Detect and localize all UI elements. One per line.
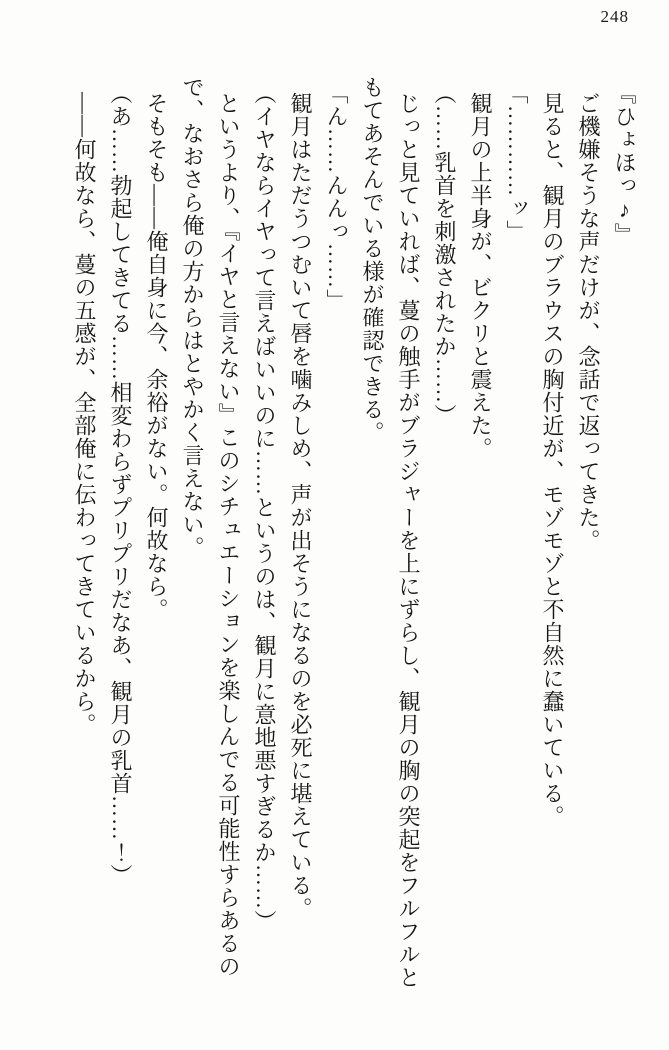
text-line: （イヤならイヤって言えばいいのに……というのは、観月に意地悪すぎるか……） [252,82,277,933]
text-line: じっと見ていれば、蔓の触手がブラジャーを上にずらし、観月の胸の突起をフルフルと [396,92,421,989]
text-body [66,76,642,1028]
text-line: 「ん……んんっ……」 [324,82,349,312]
text-line: ――何故なら、蔓の五感が、全部俺に伝わってきているから。 [72,92,97,736]
text-line: 観月の上半身が、ビクリと震えた。 [468,92,493,460]
text-line: で、なおさら俺の方からはとやかく言えない。 [180,76,205,559]
text-line: 『ひょほっ♪』 [612,82,637,246]
text-line: もてあそんでいる様が確認できる。 [360,76,385,444]
text-line: ご機嫌そうな声だけが、念話で返ってきた。 [576,92,601,552]
text-line: 見ると、観月のブラウスの胸付近が、モゾモゾと不自然に蠢いている。 [540,92,565,828]
text-line: というより、『イヤと言えない』このシチュエーションを楽しんでる可能性すらあるの [216,92,241,978]
text-line: そもそも――俺自身に今、余裕がない。何故なら。 [144,92,169,621]
text-line: （あ……勃起してきてる……相変わらずプリプリだなあ、観月の乳首……！） [108,82,133,887]
text-line: 「…………ッ」 [504,82,529,243]
text-line: （……乳首を刺激されたか……） [432,82,457,427]
page-number: 248 [600,7,629,26]
text-line: 観月はただうつむいて唇を噛みしめ、声が出そうになるのを必死に堪えている。 [288,92,313,920]
